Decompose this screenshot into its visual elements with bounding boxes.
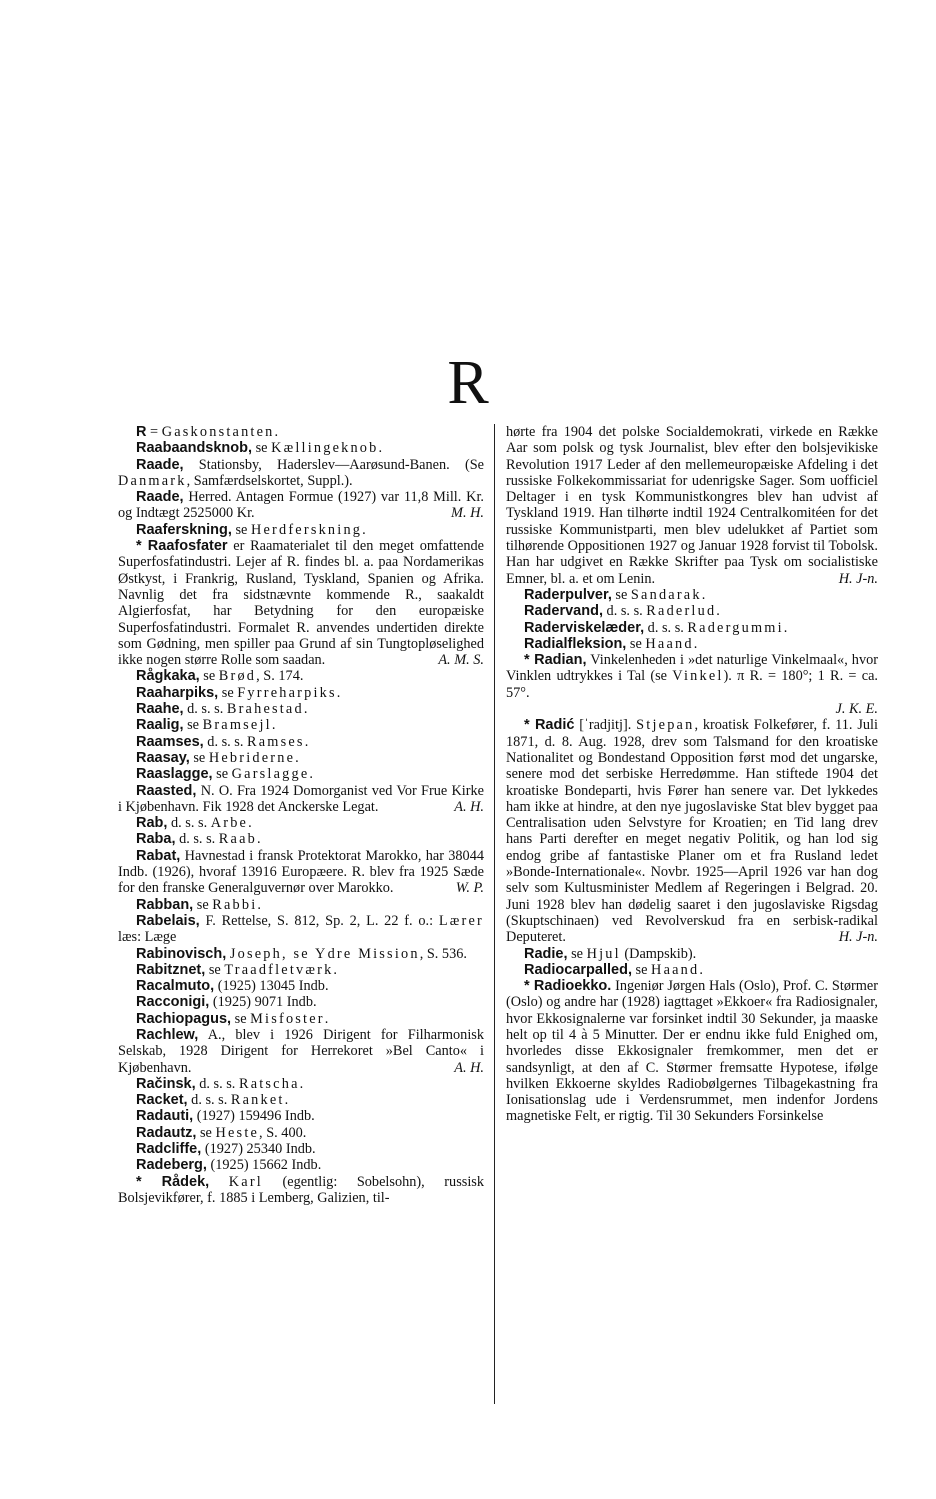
entry-headword: Raade, <box>136 489 184 506</box>
entry-headword: Radiocarpalled, <box>524 961 632 978</box>
entry-headword: Radeberg, <box>136 1157 207 1174</box>
dictionary-entry <box>118 717 484 733</box>
entry-headword: Rabat, <box>136 847 181 864</box>
dictionary-entry <box>506 962 878 978</box>
entry-headword: Radauti, <box>136 1108 194 1125</box>
entry-signature: A. M. S. <box>438 652 484 669</box>
entry-text: d. s. s. <box>175 831 219 848</box>
dictionary-entry <box>118 522 484 538</box>
dictionary-entry <box>506 946 878 962</box>
entry-text: d. s. s. <box>203 733 248 750</box>
entry-text: se <box>611 586 631 603</box>
entry-text-tail: . <box>362 521 366 538</box>
dictionary-entry <box>506 620 878 636</box>
entry-text: se <box>212 766 232 783</box>
entry-reference: Fyrreharpiks <box>237 684 337 701</box>
entry-headword: Raafosfater <box>147 538 228 555</box>
entry-text: (1925) 9071 Indb. <box>209 994 317 1011</box>
entry-headword: Radian, <box>534 652 587 669</box>
entry-text-tail: læs: Læge <box>118 929 177 946</box>
entry-text-tail: . <box>309 766 313 783</box>
dictionary-entry <box>118 668 484 684</box>
entry-headword: Raade, <box>136 456 184 473</box>
entry-text: er Raamaterialet til den meget omfattende Superfosfatindustri. Lejer af R. findes bl. a. paa Nordamerikas Østkyst, i Frankrig, Rusland, Tyskland, Spanien og Afrika. Navnlig det fra sidstnævnte kommende R., saakaldt Algierfosfat, har Betydning for den europæiske Superfosfatindustri. Formalet R. anvendes undertiden direkte som Gødning, men spiller paa Grund af sin Tungtopløselighed ikke nogen større Rolle som saadan. <box>118 538 485 669</box>
dictionary-entry <box>506 652 878 717</box>
entry-headword: Raderviskelæder, <box>524 619 645 636</box>
entry-star: * <box>524 717 535 734</box>
dictionary-entry <box>118 734 484 750</box>
dictionary-entry <box>118 783 484 816</box>
entry-headword: Raasted, <box>136 782 197 799</box>
section-letter: R <box>447 349 489 417</box>
entry-text-tail: . <box>716 603 720 620</box>
entry-headword: Rabinovisch, <box>136 945 227 962</box>
dictionary-entry <box>118 913 484 946</box>
entry-text-tail: , S. 536. <box>419 945 467 962</box>
entry-text: se <box>567 945 587 962</box>
entry-headword: Racket, <box>136 1092 188 1109</box>
entry-text: F. Rettelse, S. 812, Sp. 2, L. 22 f. o.: <box>199 912 439 929</box>
entry-reference: Raderlud <box>646 603 717 620</box>
dictionary-entry <box>506 587 878 603</box>
entry-text: (1925) 13045 Indb. <box>214 978 329 995</box>
dictionary-entry <box>118 897 484 913</box>
entry-text: N. O. Fra 1924 Domorganist ved Vor Frue Kirke i Kjøbenhavn. Fik 1928 det Anckerske Legat. <box>118 782 484 815</box>
entry-headword: Raasay, <box>136 749 190 766</box>
entry-headword: Rabelais, <box>136 912 200 929</box>
entry-text-tail: . <box>256 831 261 848</box>
dictionary-entry <box>506 717 878 945</box>
entry-text: (1925) 15662 Indb. <box>206 1157 322 1174</box>
dictionary-entry <box>118 1174 484 1207</box>
entry-text: se <box>189 749 209 766</box>
entry-reference: Rabbi <box>212 896 258 913</box>
entry-text-tail: , S. 174. <box>256 668 304 685</box>
entry-text-tail: . <box>271 717 276 734</box>
entry-text: Herred. Antagen Formue (1927) var 11,8 Mill. Kr. og Indtægt 2525000 Kr. <box>118 489 484 522</box>
entry-reference: Haand <box>645 635 694 652</box>
dictionary-entry <box>118 946 484 962</box>
entry-text: A., blev i 1926 Dirigent for Filharmonisk Selskab, 1928 Dirigent for Herrekoret »Bel Canto« i Kjøbenhavn. <box>118 1026 484 1076</box>
entry-signature: J. K. E. <box>835 701 878 718</box>
entry-text-tail: . <box>701 586 706 603</box>
entry-text-tail: . <box>248 815 252 832</box>
entry-headword: Racalmuto, <box>136 978 215 995</box>
entry-reference: Traadfletværk <box>224 961 334 978</box>
dictionary-entry <box>506 424 878 587</box>
entry-text: se <box>199 668 219 685</box>
entry-text: Havnestad i fransk Protektorat Marokko, har 38044 Indb. (1926), hvoraf 13916 Europæere. R. blev fra 1925 Sæde for den franske Generalguvernør over Marokko. <box>118 847 484 897</box>
dictionary-entry <box>118 701 484 717</box>
entry-headword: Rab, <box>136 815 168 832</box>
entry-star: * <box>136 538 148 555</box>
entry-headword: R <box>136 424 147 440</box>
entry-reference: Stjepan <box>636 717 695 734</box>
dictionary-entry <box>118 831 484 847</box>
entry-reference: Herdferskning <box>250 521 363 538</box>
entry-reference: Gaskonstanten <box>161 424 275 440</box>
entry-text: se <box>193 896 213 913</box>
right-column <box>506 424 878 1125</box>
entry-reference: Ramses <box>247 733 305 750</box>
dictionary-entry <box>118 848 484 897</box>
entry-text: (1927) 25340 Indb. <box>201 1141 316 1158</box>
dictionary-entry <box>506 636 878 652</box>
entry-text: (1927) 159496 Indb. <box>193 1108 315 1125</box>
entry-text-tail: , kroatisk Folkefører, f. 11. Juli 1871, d. 8. Aug. 1928, drev som Talsmand for den kroatiske Nationalitet og Bondestand Opposition først mod det ungarske, senere mod det serbiske Herredømme. Han stiftede 1904 det kroatiske Bondeparti, hvis Fører han senere var. Det lykkedes ham ikke at hindre, at den nye jugoslaviske Stat blev bygget paa Centralisation uden Selvstyre for Kroatien; en Tid lang drev hans Parti derefter en meget negativ Politik, og han lod sig endog gribe af fantastiske Planer om et fra Rusland ledet »Bonde-Internationale«. Novbr. 1925—April 1926 var han dog selv som Kultusminister Medlem af Regeringen i Belgrad. 20. Juni 1928 blev han dødelig saaret i den jugoslaviske Rigsdag (Skuptschinaen) ved Revolverskud fra en serbisk-radikal Deputeret. <box>506 717 879 946</box>
entry-headword: Raaferskning, <box>136 521 232 538</box>
entry-reference: Hebriderne <box>208 749 296 766</box>
dictionary-entry <box>118 440 484 456</box>
entry-text: d. s. s. <box>167 815 211 832</box>
entry-headword: Raalig, <box>136 717 184 734</box>
entry-reference: Radergummi <box>687 619 784 636</box>
entry-headword: Rådek, <box>161 1173 210 1190</box>
entry-reference: Arbe <box>210 815 249 832</box>
entry-headword: Raamses, <box>136 733 204 750</box>
entry-text: d. s. s. <box>183 701 227 718</box>
entry-text-tail: . <box>333 961 337 978</box>
entry-reference: Brød <box>218 668 257 685</box>
entry-reference: Danmark <box>118 472 187 489</box>
entry-reference: Brahestad <box>226 701 304 718</box>
entry-headword: Radcliffe, <box>136 1141 202 1158</box>
dictionary-entry <box>118 457 484 490</box>
entry-text-tail: (Dampskib). <box>620 945 697 962</box>
entry-headword: Radie, <box>524 945 568 962</box>
dictionary-entry <box>118 1027 484 1076</box>
entry-text: se <box>231 521 251 538</box>
entry-text: = <box>146 424 162 440</box>
entry-signature: A. H. <box>454 1059 484 1076</box>
entry-headword: Raderpulver, <box>524 586 612 603</box>
entry-text: se <box>196 1124 216 1141</box>
entry-reference: Ranket <box>230 1092 285 1109</box>
entry-headword: Rachiopagus, <box>136 1010 232 1027</box>
entry-text: Ingeniør Jørgen Hals (Oslo), Prof. C. Størmer (Oslo) og andre har (1928) iagttaget »Ekkoer« fra Radiosignaler, hvor Ekkosignalerne var forsinket indtil 30 Sekunder, ja maaske helt op til 4 à 5 Minutter. Der er endnu ikke fuld Enighed om, hvorledes disse Ekkosignaler fremkommer, men det er sandsynligt, at den af C. Størmer fremsatte Hypotese, ifølge hvilken Ekkoerne skyldes Radiobølgernes Tilbagekastning fra Ionisationslag ude i Verdensrummet, men indenfor Jordens magnetiske Felt, er rigtig. Til 30 Sekunders Forsinkelse <box>506 978 878 1125</box>
entry-text: se <box>205 961 225 978</box>
entry-text <box>209 1174 229 1190</box>
entry-text: se <box>631 961 652 978</box>
dictionary-entry <box>118 1125 484 1141</box>
dictionary-entry <box>506 603 878 619</box>
dictionary-entry <box>118 424 484 440</box>
entry-reference: Garslagge <box>231 766 310 783</box>
entry-reference: Ratscha <box>238 1075 300 1092</box>
entry-signature: M. H. <box>451 505 484 522</box>
entry-reference: Lærer <box>438 912 484 929</box>
entry-text: se <box>626 635 646 652</box>
entry-headword: Radervand, <box>524 603 603 620</box>
entry-text-tail: , Samfærdselskortet, Suppl.). <box>186 472 353 489</box>
entry-reference: Sandarak <box>630 586 702 603</box>
dictionary-entry <box>118 685 484 701</box>
dictionary-entry <box>118 489 484 522</box>
entry-text: Stationsby, Haderslev—Aarøsund-Banen. (Se <box>183 456 484 473</box>
entry-headword: Radioekko. <box>533 978 612 995</box>
entry-text-tail: . <box>324 1010 329 1027</box>
entry-text-tail: . <box>693 635 698 652</box>
dictionary-entry <box>118 978 484 994</box>
entry-text-tail: . <box>299 1075 304 1092</box>
entry-signature: W. P. <box>455 880 484 897</box>
entry-text-tail: . <box>303 701 308 718</box>
entry-headword: Rabban, <box>136 896 194 913</box>
entry-text: d. s. s. <box>195 1075 239 1092</box>
entry-text-tail: . <box>274 424 279 440</box>
entry-reference: Kællingeknob <box>271 440 379 457</box>
entry-headword: Racconigi, <box>136 994 210 1011</box>
entry-signature: A. H. <box>454 798 484 815</box>
entry-text: Vinkelenheden i »det naturlige Vinkelmaal«, hvor Vinklen udtrykkes i Tal (se <box>506 652 878 685</box>
entry-headword: Raaharpiks, <box>136 684 219 701</box>
entry-text: d. s. s. <box>602 603 647 620</box>
entry-headword: Rabitznet, <box>136 961 206 978</box>
entry-headword: Račinsk, <box>136 1075 196 1092</box>
entry-headword: Rachlew, <box>136 1026 199 1043</box>
dictionary-entry <box>118 962 484 978</box>
entry-reference: Bramsejl <box>202 717 272 734</box>
entry-headword: Radautz, <box>136 1124 197 1141</box>
entry-reference: Joseph, se Ydre Mission <box>229 945 420 962</box>
dictionary-entry <box>118 1157 484 1173</box>
column-divider <box>494 424 495 1404</box>
entry-text-tail: . <box>295 749 299 766</box>
entry-star: * <box>136 1173 162 1190</box>
entry-text-tail: . <box>304 733 309 750</box>
entry-text: se <box>252 440 272 457</box>
entry-text: d. s. s. <box>187 1092 231 1109</box>
entry-text-tail: ). π R. = 180°; 1 R. = ca. 57°. <box>506 668 878 701</box>
entry-text: d. s. s. <box>644 619 688 636</box>
dictionary-entry <box>118 1092 484 1108</box>
entry-text-tail: (egentlig: Sobelsohn), russisk Bolsjevikfører, f. 1885 i Lemberg, Galizien, til- <box>118 1173 485 1206</box>
entry-star: * <box>524 652 535 669</box>
entry-headword: Raabaandsknob, <box>136 440 253 457</box>
entry-text-tail: . <box>284 1092 289 1109</box>
dictionary-entry <box>118 1076 484 1092</box>
entry-star: * <box>524 978 534 995</box>
entry-headword: Raba, <box>136 831 176 848</box>
entry-headword: Raahe, <box>136 701 184 718</box>
entry-signature: H. J-n. <box>838 929 878 946</box>
entry-text: se <box>183 717 203 734</box>
entry-text-tail: . <box>699 961 703 978</box>
entry-text: [ˈradjitj]. <box>574 717 637 734</box>
dictionary-entry <box>118 1011 484 1027</box>
entry-text: se <box>231 1010 251 1027</box>
entry-reference: Hjul <box>586 945 621 962</box>
entry-headword: Radialfleksion, <box>524 635 627 652</box>
entry-reference: Raab <box>218 831 257 848</box>
dictionary-entry <box>506 978 878 1125</box>
entry-signature: H. J-n. <box>838 570 878 587</box>
dictionary-entry <box>118 750 484 766</box>
dictionary-entry <box>118 815 484 831</box>
entry-text-tail: . <box>783 619 788 636</box>
entry-reference: Haand <box>651 961 700 978</box>
entry-text: hørte fra 1904 det polske Socialdemokrati, virkede en Række Aar som polsk og tysk Journalist, blev efter den bolsjevikiske Revolution 1917 Leder af den mellemeuropæiske Afdeling i det russiske Folkekommissariat for udenrigske Sager. Som uofficiel Deltager i en tysk Kommunistkongres blev han udvist af Tyskland 1919. Han tilhørte indtil 1924 Centralkomitéen for det russiske Kommunistparti, men blev udelukket af Partiet som tilhørende Oppositionen 1927 og Januar 1928 forvist til Tobolsk. Han har udgivet en Række Skrifter paa Tysk om socialistiske Emner, bl. a. et om Lenin. <box>506 424 878 587</box>
entry-headword: Radić <box>534 717 575 734</box>
entry-headword: Rågkaka, <box>136 668 200 685</box>
dictionary-entry <box>118 1108 484 1124</box>
dictionary-entry <box>118 994 484 1010</box>
entry-reference: Karl <box>228 1173 263 1190</box>
entry-text-tail: , S. 400. <box>259 1124 307 1141</box>
entry-reference: Vinkel <box>672 668 724 685</box>
entry-text-tail: . <box>257 896 261 913</box>
entry-text-tail: . <box>336 684 341 701</box>
dictionary-entry <box>118 1141 484 1157</box>
entry-reference: Misfoster <box>250 1010 325 1027</box>
entry-text: se <box>218 684 238 701</box>
dictionary-entry <box>118 766 484 782</box>
dictionary-entry <box>118 538 484 668</box>
left-column <box>118 424 484 1206</box>
entry-reference: Heste <box>215 1124 260 1141</box>
entry-text-tail: . <box>378 440 383 457</box>
entry-headword: Raaslagge, <box>136 766 213 783</box>
